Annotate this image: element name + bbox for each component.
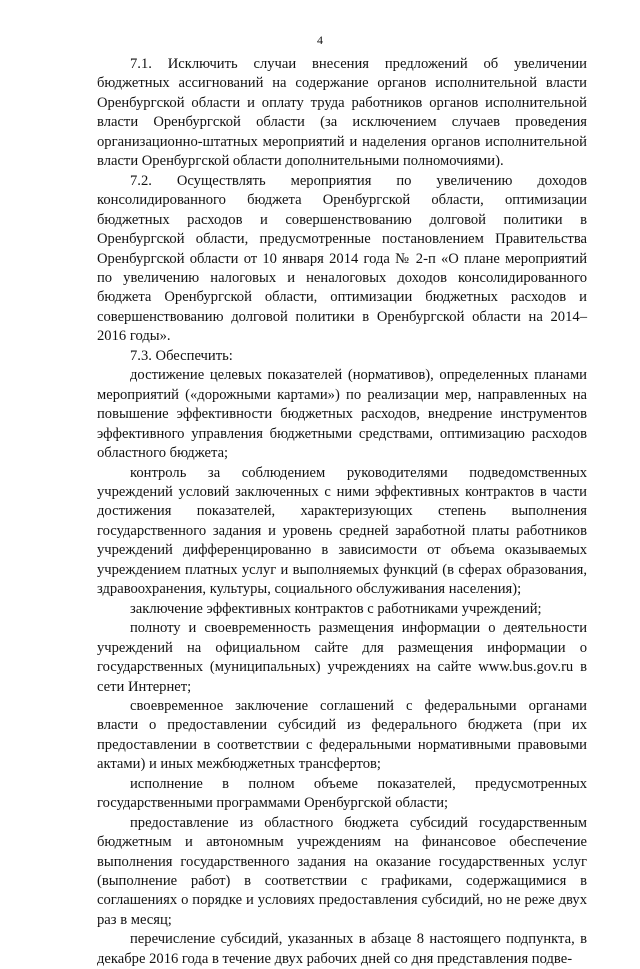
paragraph-7-2: 7.2. Осуществлять мероприятия по увеличению доходов консолидированного бюджета Оренбургской области, оптимизации бюджетных расходов и совершенствованию долговой политики в Оренбургской области, предусмотренные постановлением Правительства Оренбургской области от 10 января 2014 года № 2-п «О плане мероприятий по увеличению налоговых и неналоговых доходов консолидированного бюджета Оренбургской области, оптимизации бюджетных расходов и совершенствованию долговой политики в Оренбургской области на 2014–2016 годы». xyxy=(97,172,587,345)
paragraph-contracts: заключение эффективных контрактов с работниками учреждений; xyxy=(130,600,542,617)
paragraph-information: полноту и своевременность размещения информации о деятельности учреждений на официальном сайте для размещения информации о государственных (муниципальных) учреждениях на сайте www.bus.gov.ru в сети Интернет; xyxy=(97,620,587,695)
paragraph-control: контроль за соблюдением руководителями подведомственных учреждений условий заключенных с ними эффективных контрактов в части достижения показателей, характеризующих степень выполнения государственного задания и уровень средней заработной платы работников учреждений дифференцированно в зависимости от объема оказываемых учреждением платных услуг и выполняемых функций (в сферах образования, здравоохранения, культуры, социального обслуживания населения); xyxy=(97,464,587,598)
paragraph-agreements: своевременное заключение соглашений с федеральными органами власти о предоставлении субсидий из федерального бюджета (при их предоставлении в соответствии с федеральными нормативными правовыми актами) и иных межбюджетных трансфертов; xyxy=(97,697,587,773)
paragraph-transfer: перечисление субсидий, указанных в абзаце 8 настоящего подпункта, в декабре 2016 года в течение двух рабочих дней со дня представления подве- xyxy=(97,931,587,967)
paragraph-subsidies: предоставление из областного бюджета субсидий государственным бюджетным и автономным учреждениям на финансовое обеспечение выполнения государственного задания на оказание государственных услуг (выполнение работ) в соответствии с графиками, содержащимися в соглашениях о порядке и условиях предоставления субсидий, но не реже двух раз в месяц; xyxy=(97,814,587,928)
page-number: 4 xyxy=(317,33,323,47)
document-body xyxy=(97,55,587,969)
paragraph-targets: достижение целевых показателей (нормативов), определенных планами мероприятий («дорожными картами») по реализации мер, направленных на повышение эффективности бюджетных расходов, внедрение инструментов эффективного управления бюджетными средствами, оптимизацию расходов областного бюджета; xyxy=(97,367,587,462)
paragraph-7-1: 7.1. Исключить случаи внесения предложений об увеличении бюджетных ассигнований на содержание органов исполнительной власти Оренбургской области и оплату труда работников органов исполнительной власти Оренбургской области (за исключением случаев проведения организационно-штатных мероприятий и наделения органов исполнительной власти Оренбургской области дополнительными полномочиями). xyxy=(97,56,587,170)
paragraph-7-3: 7.3. Обеспечить: xyxy=(130,347,233,364)
paragraph-programs: исполнение в полном объеме показателей, предусмотренных государственными программами Оренбургской области; xyxy=(97,775,587,812)
